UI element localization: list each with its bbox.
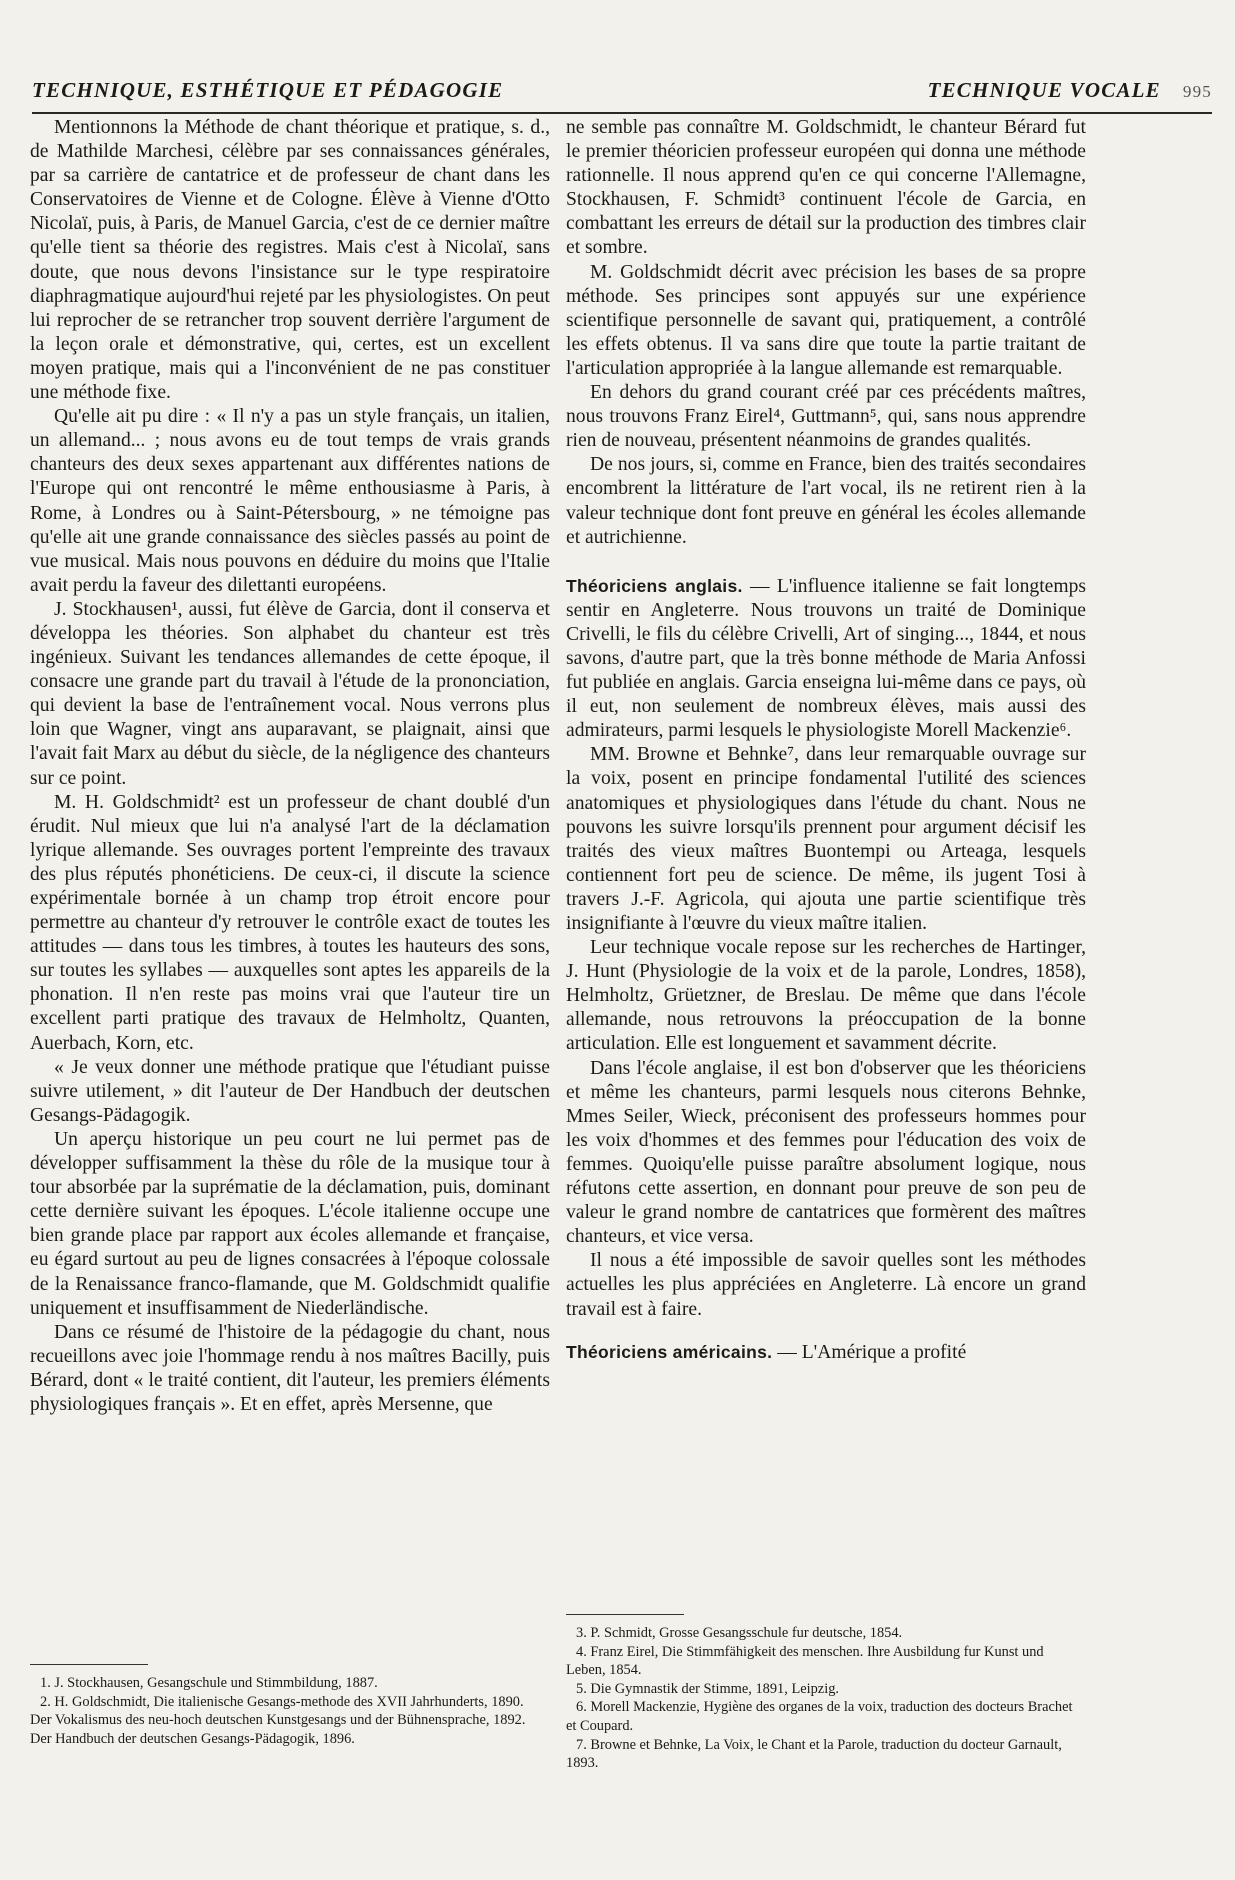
paragraph: Il nous a été impossible de savoir quelles sont les méthodes actuelles les plus appréciées en Angleterre. Là encore un grand travail est à faire.: [566, 1250, 1086, 1320]
footnote: 2. H. Goldschmidt, Die italienische Gesangs-methode des XVII Jahrhunderts, 1890. Der Vokalismus des neu-hoch deutschen Kunstgesangs und der Bühnensprache, 1892. Der Handbuch der deutschen Gesangs-Pädagogik, 1896.: [30, 1693, 526, 1747]
left-column: [30, 116, 550, 1417]
footnote-rule-left: [30, 1664, 148, 1665]
paragraph: De nos jours, si, comme en France, bien des traités secondaires encombrent la littérature de l'art vocal, ils ne retirent rien à la valeur technique dont font preuve en général les écoles allemande et autrichienne.: [566, 454, 1086, 548]
header-left-title: TECHNIQUE, ESTHÉTIQUE ET PÉDAGOGIE: [32, 78, 504, 102]
section-english-intro: — L'influence italienne se fait longtemps sentir en Angleterre. Nous trouvons un traité de Dominique Crivelli, le fils du célèbre Crivelli, Art of singing..., 1844, et nous savons, d'autre part, que la très bonne méthode de Maria Anfossi fut publiée en anglais. Garcia enseigna lui-même dans ce pays, où il eut, non seulement de nombreux élèves, mais aussi des admirateurs, parmi lesquels le physiologiste Morell Mackenzie⁶.: [566, 575, 1086, 742]
paragraph: ne semble pas connaître M. Goldschmidt, le chanteur Bérard fut le premier théoricien professeur européen qui donna une méthode rationnelle. Il nous apprend qu'en ce qui concerne l'Allemagne, Stockhausen, F. Schmidt³ continuent l'école de Garcia, en combattant les erreurs de détail sur la production des timbres clair et sombre.: [566, 117, 1086, 259]
footnote: 3. P. Schmidt, Grosse Gesangsschule fur deutsche, 1854.: [576, 1625, 903, 1641]
footnote: 1. J. Stockhausen, Gesangschule und Stimmbildung, 1887.: [40, 1675, 378, 1691]
footnotes-left: [30, 1674, 548, 1748]
paragraph: Dans ce résumé de l'histoire de la pédagogie du chant, nous recueillons avec joie l'hommage rendu à nos maîtres Bacilly, puis Bérard, dont « le traité contient, dit l'auteur, les premiers éléments physiologiques français ». Et en effet, après Mersenne, que: [30, 1321, 550, 1415]
paragraph: Mentionnons la Méthode de chant théorique et pratique, s. d., de Mathilde Marchesi, célèbre par ses connaissances générales, par sa carrière de cantatrice et de professeur de chant dans les Conservatoires de Vienne et de Cologne. Élève à Vienne d'Otto Nicolaï, puis, à Paris, de Manuel Garcia, c'est de ce dernier maître qu'elle tient sa théorie des registres. Mais c'est à Nicolaï, sans doute, que nous devons l'insistance sur le type respiratoire diaphragmatique aujourd'hui rejeté par les physiologistes. On peut lui reprocher de se retrancher trop souvent derrière l'argument de la leçon orale et démonstrative, qui, certes, est un excellent moyen pratique, mais qui a l'inconvénient de ne pas constituer une méthode fixe.: [30, 117, 550, 404]
section-heading-american: Théoriciens américains.: [566, 1341, 773, 1362]
footnote: 5. Die Gymnastik der Stimme, 1891, Leipzig.: [576, 1680, 839, 1697]
page-number: 995: [1182, 82, 1212, 101]
running-header: [32, 72, 1212, 114]
footnote-rule-right: [566, 1614, 684, 1615]
right-column: [566, 116, 1086, 1365]
header-right: [928, 78, 1212, 103]
section-american-intro: — L'Amérique a profité: [777, 1341, 967, 1363]
footnote: 7. Browne et Behnke, La Voix, le Chant et la Parole, traduction du docteur Garnault, 1893.: [566, 1736, 1062, 1772]
paragraph: « Je veux donner une méthode pratique que l'étudiant puisse suivre utilement, » dit l'auteur de Der Handbuch der deutschen Gesangs-Pädagogik.: [30, 1056, 550, 1126]
paragraph: J. Stockhausen¹, aussi, fut élève de Garcia, dont il conserva et développa les théories. Son alphabet du chanteur est très ingénieux. Suivant les tendances allemandes de cette époque, il consacre une grande part du travail à l'étude de la prononciation, qui devient la base de l'entraînement vocal. Nous verrons plus loin que Wagner, vingt ans auparavant, se plaignait, ainsi que l'avait fait Marx au début du siècle, de la négligence des chanteurs sur ce point.: [30, 598, 550, 789]
paragraph: En dehors du grand courant créé par ces précédents maîtres, nous trouvons Franz Eirel⁴, Guttmann⁵, qui, sans nous apprendre rien de nouveau, présentent néanmoins de grandes qualités.: [566, 382, 1086, 452]
section-heading-english: Théoriciens anglais.: [566, 575, 743, 596]
paragraph: MM. Browne et Behnke⁷, dans leur remarquable ouvrage sur la voix, posent en principe fondamental l'utilité des sciences anatomiques et physiologiques dans l'étude du chant. Nous ne pouvons les suivre lorsqu'ils prennent pour argument décisif les traités des vieux maîtres Buontempi ou Arteaga, lesquels contiennent fort peu de science. De même, ils jugent Tosi à travers J.-F. Agricola, qui ajouta une partie scientifique très insignifiante à l'œuvre du vieux maître italien.: [566, 744, 1086, 934]
paragraph: M. H. Goldschmidt² est un professeur de chant doublé d'un érudit. Nul mieux que lui n'a analysé l'art de la déclamation lyrique allemande. Ses ouvrages portent l'empreinte des travaux des plus réputés phonéticiens. De ceux-ci, il discute la science expérimentale bornée à un champ trop étroit encore pour permettre au chanteur d'y retrouver le contrôle exact de toutes les attitudes — dans tous les timbres, à toutes les hauteurs des sons, sur toutes les syllabes — auxquelles sont aptes les appareils de la phonation. Il n'en reste pas moins vrai que l'auteur tire un excellent parti pratique des travaux de Helmholtz, Quanten, Auerbach, Korn, etc.: [30, 791, 550, 1054]
paragraph: Qu'elle ait pu dire : « Il n'y a pas un style français, un italien, un allemand... ; nous avons eu de tout temps de vrais grands chanteurs des deux sexes appartenant aux différentes nations de l'Europe qui ont rencontré le même enthousiasme à Paris, à Rome, à Londres ou à Saint-Pétersbourg, » ne témoigne pas qu'elle ait une grande connaissance des siècles passés au point de vue musical. Mais nous pouvons en déduire du moins que l'Italie avait perdu la faveur des dilettanti européens.: [30, 406, 550, 596]
footnote: 6. Morell Mackenzie, Hygiène des organes de la voix, traduction des docteurs Brachet et Coupard.: [566, 1699, 1073, 1734]
footnote: 4. Franz Eirel, Die Stimmfähigkeit des menschen. Ihre Ausbildung fur Kunst und Leben, 1854.: [566, 1643, 1044, 1679]
paragraph: Dans l'école anglaise, il est bon d'observer que les théoriciens et même les chanteurs, parmi lesquels nous citerons Behnke, Mmes Seiler, Wieck, préconisent des professeurs hommes pour les voix d'hommes et des femmes pour l'éducation des voix de femmes. Quoiqu'elle puisse paraître absolument logique, nous réfutons cette assertion, en donnant pour preuve de son peu de valeur le grand nombre de cantatrices que formèrent des maîtres chanteurs, et vice versa.: [566, 1057, 1086, 1248]
paragraph: Un aperçu historique un peu court ne lui permet pas de développer suffisamment la thèse du rôle de la musique tour à tour absorbée par la suprématie de la déclamation, puis, dominant cette dernière suivant les époques. L'école italienne occupe une bien grande place par rapport aux écoles allemande et française, eu égard surtout au peu de lignes consacrées à l'époque colossale de la Renaissance franco-flamande, que M. Goldschmidt qualifie uniquement et insuffisamment de Niederländische.: [30, 1128, 550, 1319]
paragraph: M. Goldschmidt décrit avec précision les bases de sa propre méthode. Ses principes sont appuyés sur une expérience scientifique personnelle de savant qui, pratiquement, a contrôlé les effets obtenus. Il va sans dire que toute la partie traitant de l'articulation appropriée à la langue allemande est remarquable.: [566, 261, 1086, 379]
header-right-title: TECHNIQUE VOCALE: [927, 78, 1161, 102]
footnotes-right: [566, 1624, 1084, 1773]
paragraph: Leur technique vocale repose sur les recherches de Hartinger, J. Hunt (Physiologie de la voix et de la parole, Londres, 1858), Helmholtz, Grüetzner, de Breslau. De même que dans l'école allemande, nous retrouvons la préoccupation de la bonne articulation. Elle est longuement et savamment décrite.: [566, 937, 1086, 1055]
